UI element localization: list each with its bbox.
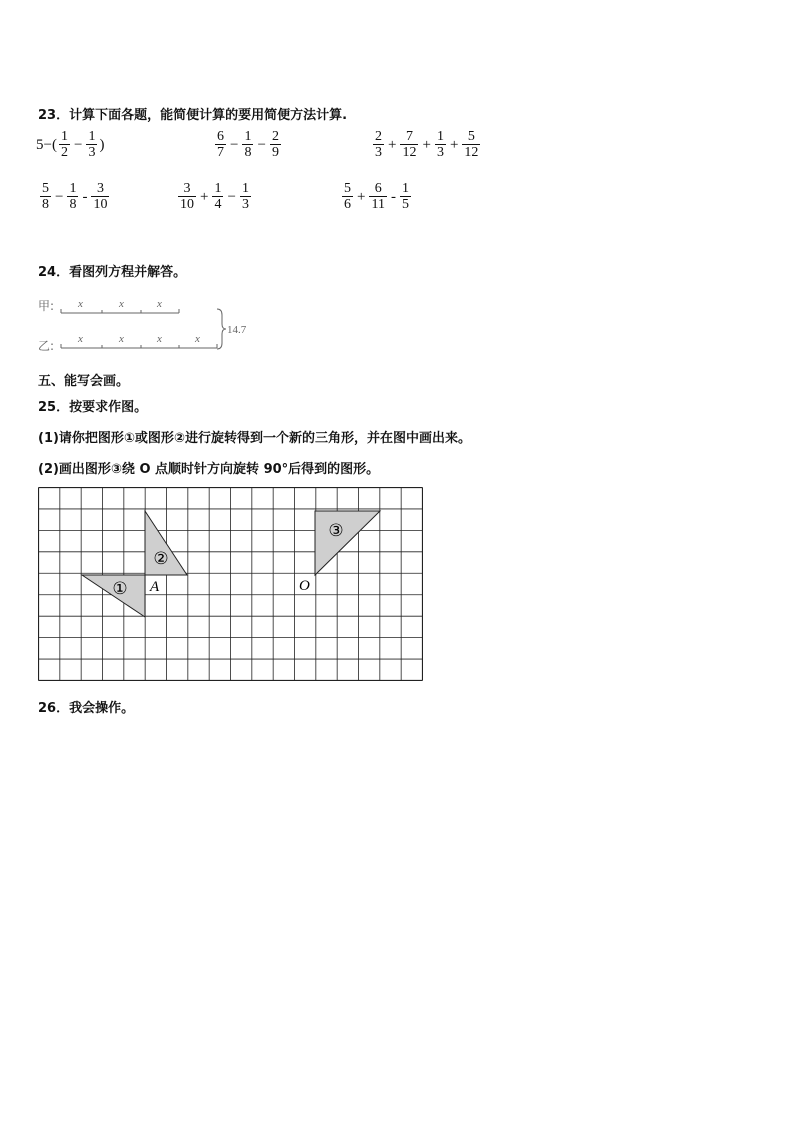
var-x: x — [119, 333, 124, 345]
point-a-label: A — [150, 579, 160, 595]
fraction: $\frac{3}{10}$ — [180, 181, 194, 212]
line-yi — [61, 344, 217, 348]
expr-1: 5−( $\frac{1}{2}$ − $\frac{1}{3}$ ) — [36, 129, 105, 160]
total-value: 14.7 — [227, 324, 247, 336]
triangle-3 — [315, 511, 380, 575]
expr-5: $\frac{3}{10}$ + $\frac{1}{4}$ − $\frac{1}{3}$ — [180, 181, 249, 212]
segment-diagram — [36, 293, 266, 359]
fraction: $\frac{6}{7}$ — [217, 129, 224, 160]
expr-6: $\frac{5}{6}$ + $\frac{6}{11}$ - $\frac{1}{5}$ — [344, 181, 409, 212]
fraction: $\frac{1}{2}$ — [60, 129, 68, 160]
var-x: x — [157, 333, 162, 345]
q25-part-1: (1)请你把图形①或图形②进行旋转得到一个新的三角形，并在图中画出来。 — [38, 431, 471, 446]
section-title: 五、能写会画。 — [38, 374, 130, 389]
fraction: $\frac{7}{12}$ — [402, 129, 417, 160]
q25-title: 25．按要求作图。 — [38, 400, 148, 415]
fraction: $\frac{5}{6}$ — [344, 181, 351, 212]
fraction: $\frac{1}{5}$ — [401, 181, 409, 212]
fraction: $\frac{2}{3}$ — [375, 129, 382, 160]
label-yi: 乙: — [38, 339, 55, 353]
brace — [217, 309, 226, 349]
fraction: $\frac{3}{10}$ — [93, 181, 108, 212]
var-x: x — [119, 298, 124, 310]
shape-3-label: ③ — [328, 521, 344, 541]
expr-1-pre: 5−( — [36, 136, 57, 153]
q24-title: 24．看图列方程并解答。 — [38, 265, 187, 280]
grid-figure — [38, 487, 423, 681]
fraction: $\frac{5}{8}$ — [42, 181, 49, 212]
fraction: $\frac{1}{8}$ — [244, 129, 252, 160]
fraction: $\frac{6}{11}$ — [371, 181, 385, 212]
expr-3: $\frac{2}{3}$ + $\frac{7}{12}$ + $\frac{1}{3}$ + $\frac{5}{12}$ — [375, 129, 479, 160]
label-jia: 甲: — [38, 299, 55, 313]
var-x: x — [78, 298, 83, 310]
fraction: $\frac{5}{12}$ — [464, 129, 479, 160]
var-x: x — [157, 298, 162, 310]
fraction: $\frac{1}{4}$ — [214, 181, 222, 212]
shape-1-label: ① — [112, 579, 128, 599]
expr-2: $\frac{6}{7}$ − $\frac{1}{8}$ − $\frac{2}{9}$ — [217, 129, 279, 160]
fraction: $\frac{1}{3}$ — [88, 129, 96, 160]
shape-2-label: ② — [153, 549, 169, 569]
var-x: x — [195, 333, 200, 345]
q25-part-2: (2)画出图形③绕 O 点顺时针方向旋转 90°后得到的图形。 — [38, 462, 380, 477]
q23-title: 23．计算下面各题，能简便计算的要用简便方法计算. — [38, 108, 348, 123]
fraction: $\frac{1}{3}$ — [436, 129, 444, 160]
point-o-label: O — [299, 578, 310, 594]
q26-title: 26．我会操作。 — [38, 701, 135, 716]
fraction: $\frac{1}{8}$ — [69, 181, 77, 212]
expr-4: $\frac{5}{8}$ − $\frac{1}{8}$ - $\frac{3}{10}$ — [42, 181, 108, 212]
var-x: x — [78, 333, 83, 345]
fraction: $\frac{1}{3}$ — [241, 181, 249, 212]
fraction: $\frac{2}{9}$ — [271, 129, 279, 160]
